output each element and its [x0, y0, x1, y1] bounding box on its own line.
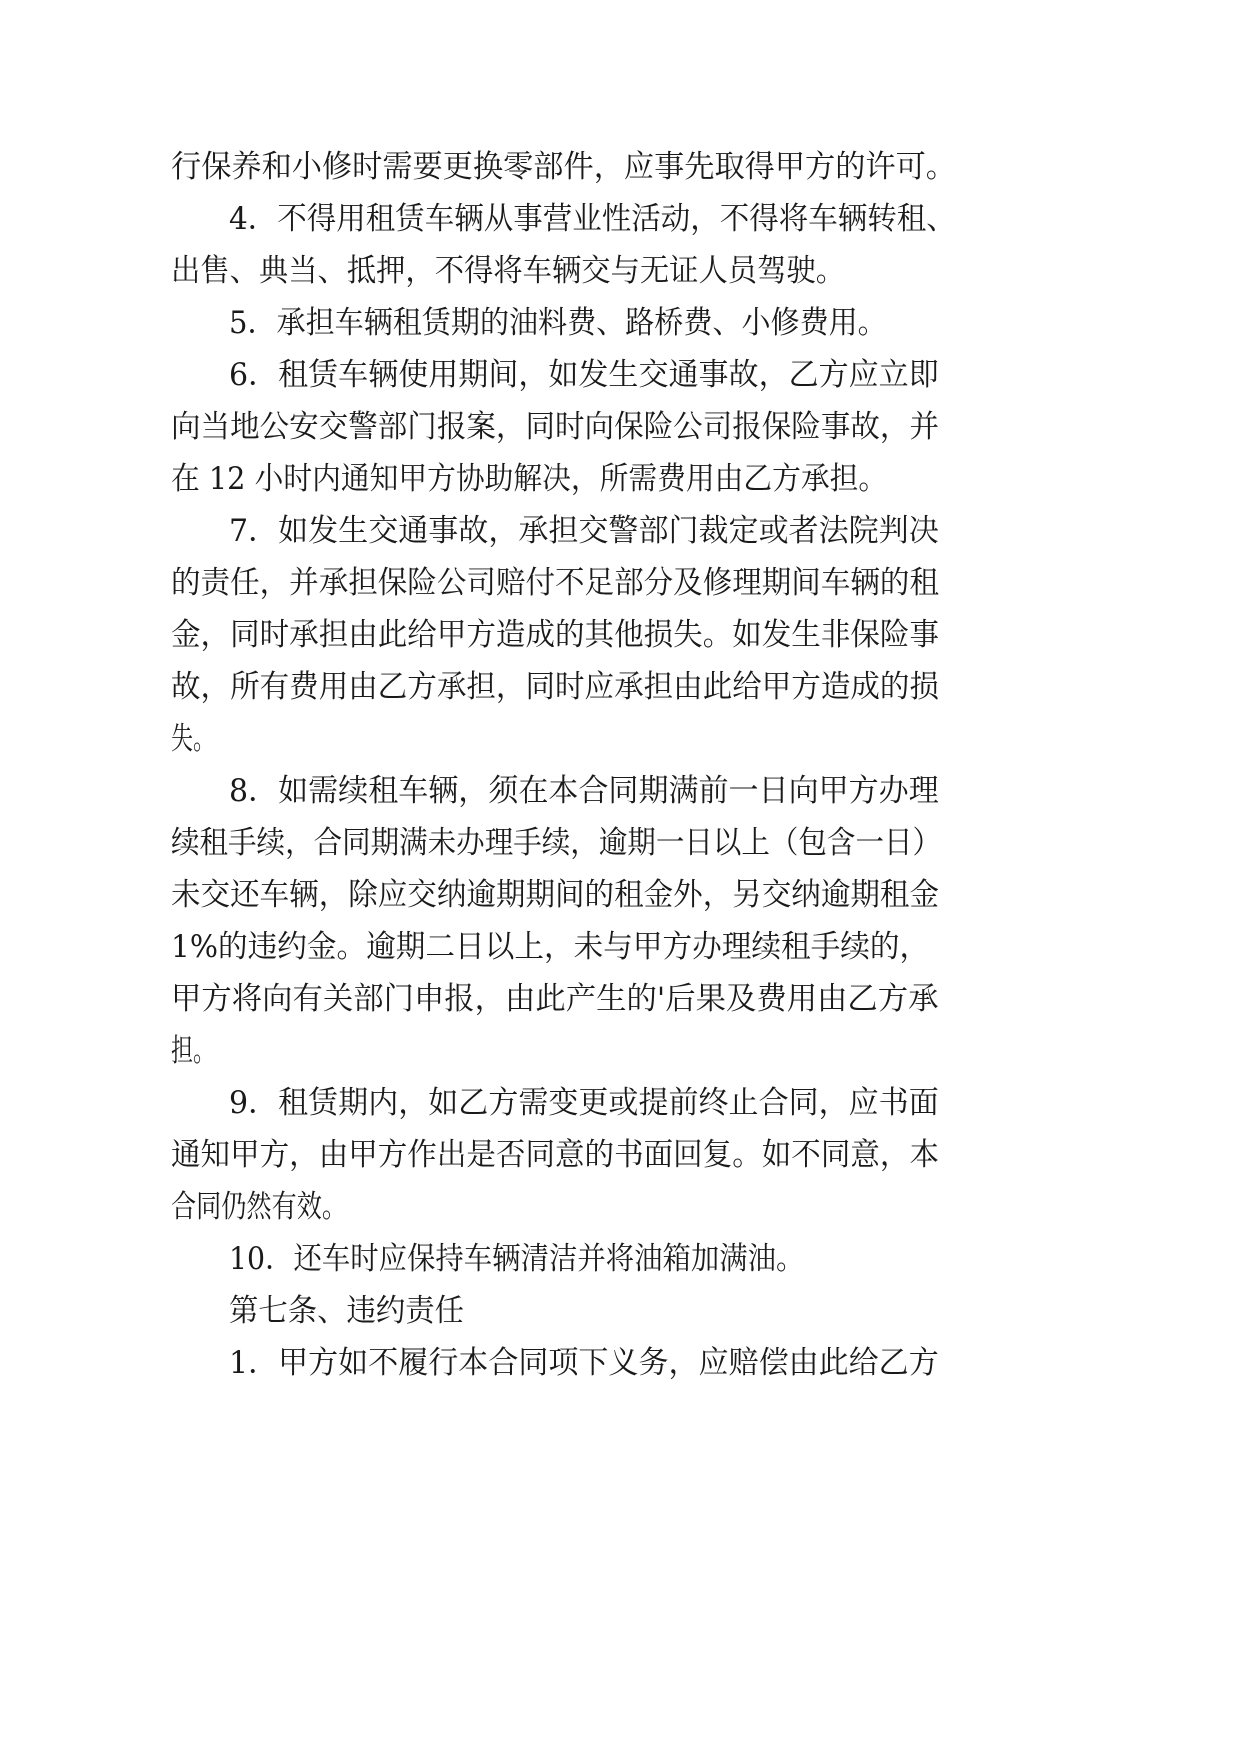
text-line: 续租手续，合同期满未办理手续，逾期一日以上（包含一日） — [171, 825, 941, 861]
text-line: 通知甲方，由甲方作出是否同意的书面回复。如不同意，本 — [171, 1137, 939, 1173]
text-line: 8．如需续租车辆，须在本合同期满前一日向甲方办理 — [229, 773, 939, 809]
text-line: 故，所有费用由乙方承担，同时应承担由此给甲方造成的损 — [171, 669, 939, 705]
text-line: 在 12 小时内通知甲方协助解决，所需费用由乙方承担。 — [171, 461, 888, 497]
text-line: 甲方将向有关部门申报，由此产生的'后果及费用由乙方承 — [171, 981, 939, 1017]
text-line: 10．还车时应保持车辆清洁并将油箱加满油。 — [229, 1241, 805, 1277]
text-line: 9．租赁期内，如乙方需变更或提前终止合同，应书面 — [229, 1085, 939, 1121]
text-line: 出售、典当、抵押，不得将车辆交与无证人员驾驶。 — [171, 253, 845, 289]
text-line: 金，同时承担由此给甲方造成的其他损失。如发生非保险事 — [171, 617, 939, 653]
text-line: 1．甲方如不履行本合同项下义务，应赔偿由此给乙方 — [229, 1345, 939, 1381]
text-line: 向当地公安交警部门报案，同时向保险公司报保险事故，并 — [171, 409, 939, 445]
text-line: 合同仍然有效。 — [171, 1189, 347, 1225]
text-line: 7．如发生交通事故，承担交警部门裁定或者法院判决 — [229, 513, 939, 549]
text-line: 的责任，并承担保险公司赔付不足部分及修理期间车辆的租 — [171, 565, 939, 601]
section-heading: 第七条、违约责任 — [229, 1293, 464, 1329]
text-line: 失。 — [171, 721, 215, 757]
text-line: 4．不得用租赁车辆从事营业性活动，不得将车辆转租、 — [229, 201, 956, 237]
text-line: 1%的违约金。逾期二日以上，未与甲方办理续租手续的， — [171, 929, 930, 965]
text-line: 担。 — [171, 1033, 215, 1069]
text-line: 未交还车辆，除应交纳逾期期间的租金外，另交纳逾期租金 — [171, 877, 939, 913]
text-line: 行保养和小修时需要更换零部件，应事先取得甲方的许可。 — [171, 149, 956, 185]
text-line: 5．承担车辆租赁期的油料费、路桥费、小修费用。 — [229, 305, 887, 341]
text-line: 6．租赁车辆使用期间，如发生交通事故，乙方应立即 — [229, 357, 939, 393]
